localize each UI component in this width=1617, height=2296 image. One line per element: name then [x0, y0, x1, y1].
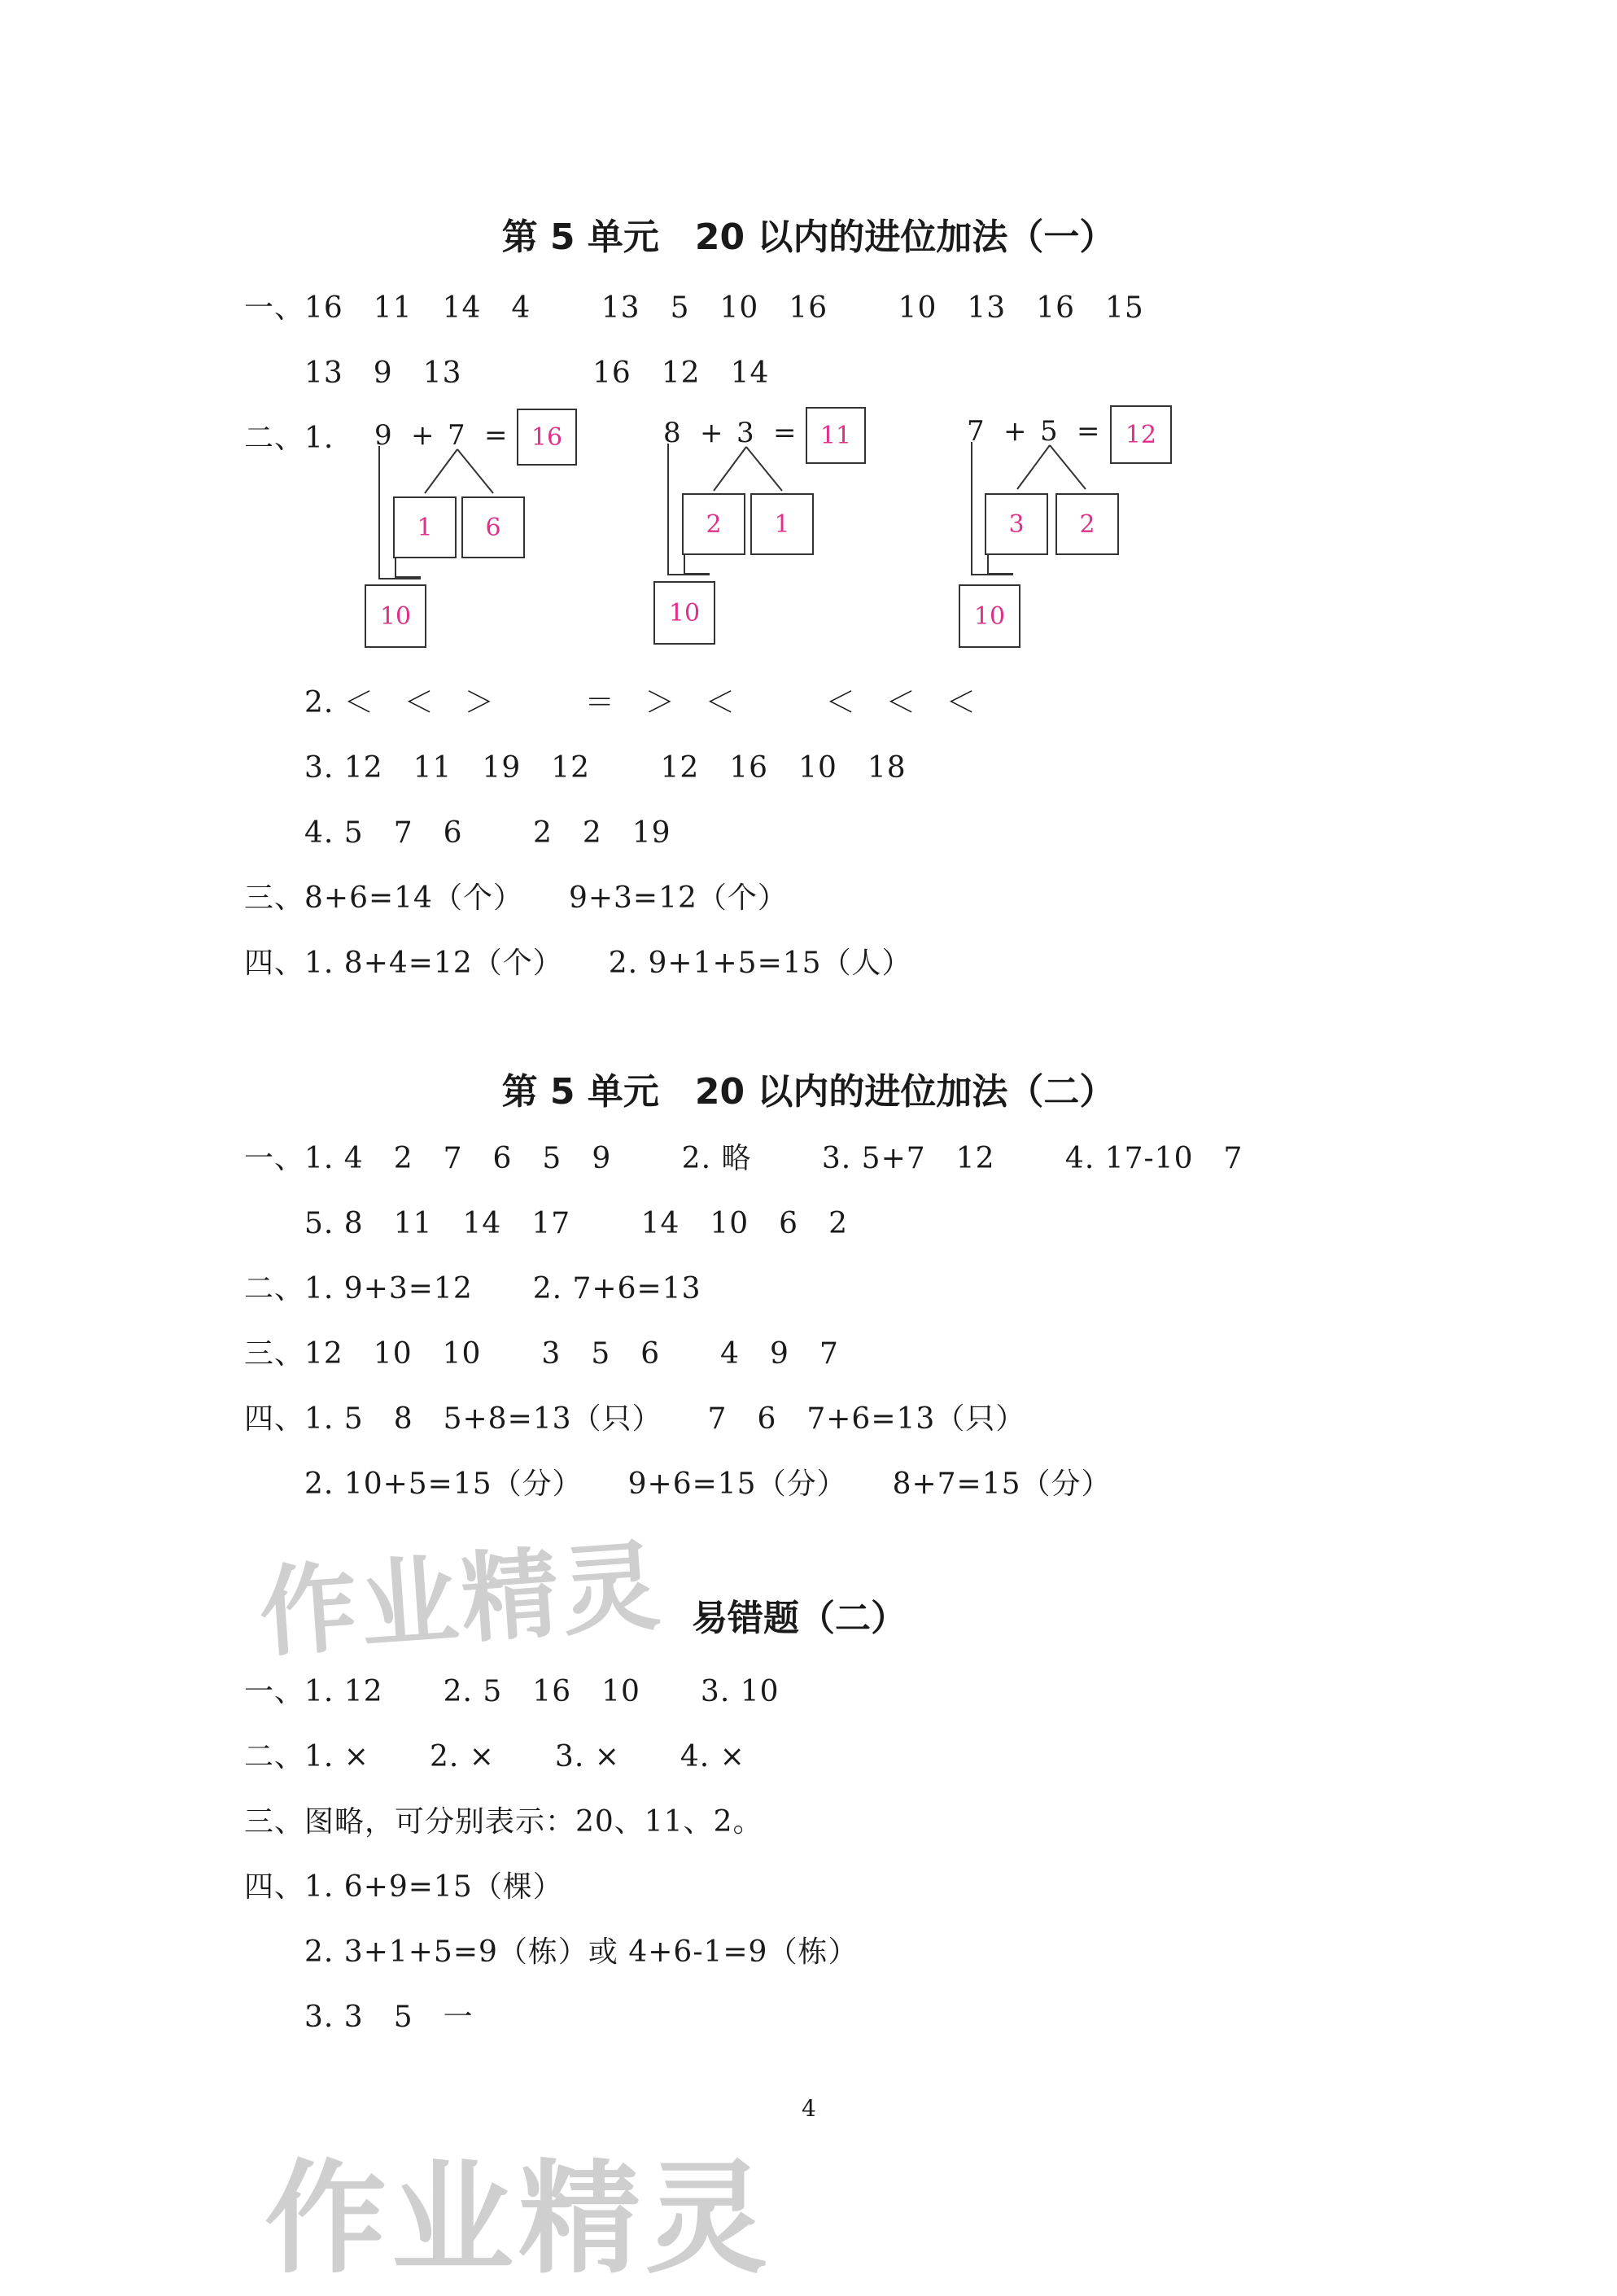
result-box: 12	[1110, 405, 1172, 464]
addend-b: 5	[1040, 415, 1058, 448]
addend-b: 3	[736, 417, 754, 449]
answer-line: 13 9 13 16 12 14	[244, 356, 770, 390]
ten-box: 10	[959, 584, 1020, 648]
answer-line: 一、1. 12 2. 5 16 10 3. 10	[244, 1675, 780, 1708]
equals-sign: =	[1077, 415, 1100, 448]
plus-sign: +	[1003, 415, 1027, 448]
split-box-1: 3	[985, 493, 1048, 555]
answer-line: 3. 3 5 一	[244, 2001, 474, 2034]
answer-line: 3. 12 11 19 12 12 16 10 18	[244, 751, 907, 785]
equals-sign: =	[484, 419, 508, 452]
split-lines	[407, 446, 521, 499]
answer-line: 一、1. 4 2 7 6 5 9 2. 略 3. 5+7 12 4. 17-10 7	[244, 1142, 1243, 1175]
answer-line: 2. ＜ ＜ ＞ ＝ ＞ ＜ ＜ ＜ ＜	[244, 686, 977, 719]
answer-line: 三、12 10 10 3 5 6 4 9 7	[244, 1337, 839, 1371]
split-box-2: 1	[750, 493, 814, 555]
ten-box: 10	[653, 581, 715, 645]
watermark: 作业精灵	[256, 1529, 666, 1672]
ten-connector-inner	[395, 558, 421, 578]
result-box: 11	[806, 407, 866, 464]
answer-line: 四、1. 8+4=12（个） 2. 9+1+5=15（人）	[244, 947, 912, 980]
result-box: 16	[517, 409, 577, 466]
split-box-2: 6	[461, 496, 525, 558]
section-3-title: 易错题（二）	[692, 1598, 907, 1639]
addend-a: 9	[374, 419, 392, 452]
section-2-title: 第 5 单元 20 以内的进位加法（二）	[501, 1071, 1116, 1113]
answer-line: 4. 5 7 6 2 2 19	[244, 816, 671, 850]
split-box-1: 1	[393, 496, 457, 558]
answer-line: 2. 10+5=15（分） 9+6=15（分） 8+7=15（分）	[244, 1467, 1112, 1501]
ten-connector-inner	[684, 555, 710, 575]
plus-sign: +	[700, 417, 723, 449]
page-number: 4	[802, 2095, 816, 2122]
addend-a: 8	[663, 417, 681, 449]
equals-sign: =	[773, 417, 797, 449]
split-box-1: 2	[682, 493, 745, 555]
watermark: 作业精灵	[264, 2149, 773, 2290]
answer-line: 三、图略，可分别表示：20、11、2。	[244, 1805, 763, 1839]
ten-box: 10	[365, 584, 426, 648]
q2-label: 二、1.	[244, 422, 334, 455]
answer-line: 四、1. 5 8 5+8=13（只） 7 6 7+6=13（只）	[244, 1402, 1026, 1436]
addend-a: 7	[967, 415, 985, 448]
answer-line: 2. 3+1+5=9（栋）或 4+6-1=9（栋）	[244, 1935, 859, 1969]
answer-line: 二、1. × 2. × 3. × 4. ×	[244, 1740, 745, 1773]
answer-line: 二、1. 9+3=12 2. 7+6=13	[244, 1272, 701, 1305]
split-lines	[696, 444, 810, 496]
addend-b: 7	[448, 419, 465, 452]
answer-line: 5. 8 11 14 17 14 10 6 2	[244, 1207, 848, 1240]
section-1-title: 第 5 单元 20 以内的进位加法（一）	[501, 216, 1116, 258]
answer-line: 三、8+6=14（个） 9+3=12（个）	[244, 881, 788, 915]
answer-line: 四、1. 6+9=15（棵）	[244, 1870, 563, 1904]
split-box-2: 2	[1055, 493, 1119, 555]
plus-sign: +	[411, 419, 435, 452]
answer-line: 一、16 11 14 4 13 5 10 16 10 13 16 15	[244, 291, 1144, 325]
split-lines	[999, 442, 1113, 495]
ten-connector-inner	[987, 555, 1013, 575]
